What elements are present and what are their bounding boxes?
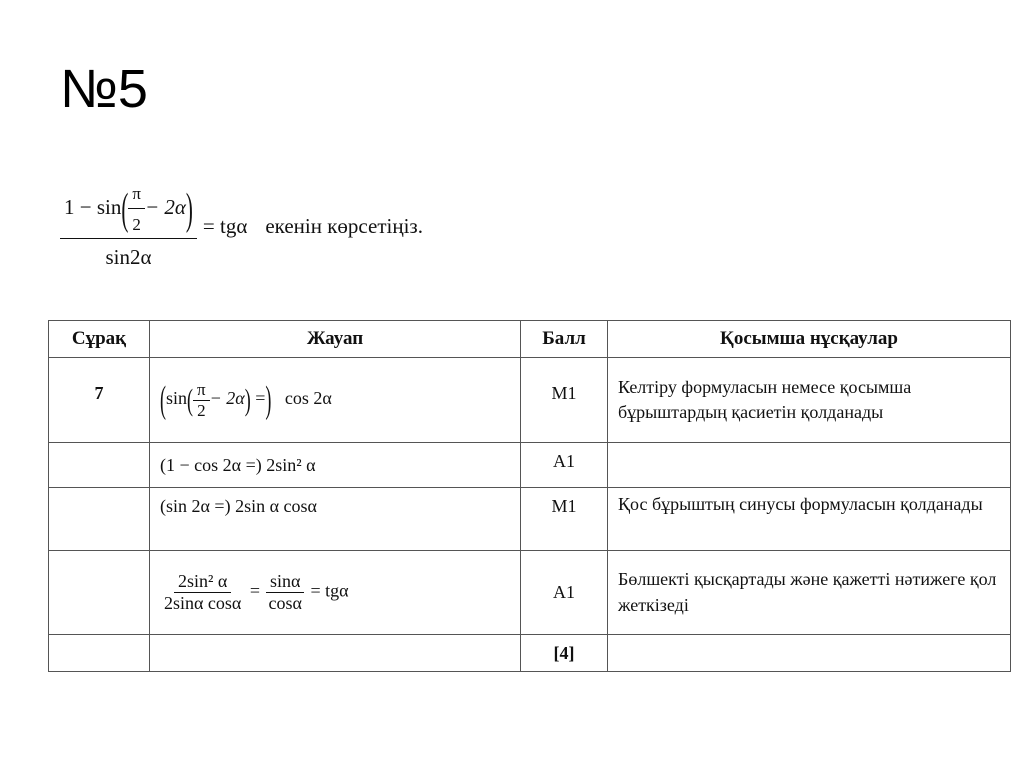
note: Келтіру формуласын немесе қосымша бұрыштардың қасиетін қолданады (608, 358, 1011, 443)
problem-numerator (60, 184, 197, 239)
left-paren: ( (121, 183, 129, 235)
table-row (49, 635, 1011, 672)
question-number (49, 488, 150, 551)
header-notes: Қосымша нұсқаулар (608, 321, 1011, 358)
fraction-denominator: cosα (268, 593, 302, 613)
question-number (49, 443, 150, 488)
answer-result: cos 2α (284, 388, 332, 409)
pi: π (193, 380, 210, 401)
answer-result: = tgα (310, 580, 349, 601)
minus-2a: − 2α (209, 388, 245, 409)
note: Қос бұрыштың синусы формуласын қолданады (608, 488, 1011, 551)
problem-statement (60, 184, 423, 269)
score: A1 (521, 443, 608, 488)
fraction-numerator: sinα (266, 571, 304, 593)
total-score: [4] (521, 635, 608, 672)
problem-denominator: sin2α (105, 245, 152, 270)
two: 2 (197, 400, 206, 420)
note (608, 635, 1011, 672)
problem-rhs: = tgα (202, 214, 248, 239)
answer-cell: (sin( $\frac{\pi}{2}$ − 2α) =) cos 2α (150, 358, 521, 443)
problem-text: екенін көрсетіңіз. (265, 214, 423, 239)
table-row (49, 358, 1011, 443)
answer-cell: (sin 2α =) 2sin α cosα (150, 488, 521, 551)
pi: π (128, 184, 145, 209)
score: M1 (521, 358, 608, 443)
slide-title: №5 (60, 59, 148, 119)
right-paren: ) (185, 183, 193, 235)
table-row (49, 551, 1011, 635)
note: Бөлшекті қысқартады және қажетті нәтижеге қол жеткізеді (608, 551, 1011, 635)
question-number: 7 (49, 358, 150, 443)
problem-fraction (60, 184, 197, 269)
header-score: Балл (521, 321, 608, 358)
answer-table (48, 320, 1011, 672)
score: M1 (521, 488, 608, 551)
two: 2 (132, 214, 141, 234)
header-question: Сұрақ (49, 321, 150, 358)
table-row (49, 488, 1011, 551)
question-number (49, 635, 150, 672)
answer-cell: (1 − cos 2α =) 2sin² α (150, 443, 521, 488)
note (608, 443, 1011, 488)
fraction-numerator: 2sin² α (174, 571, 231, 593)
header-answer: Жауап (150, 321, 521, 358)
answer-cell (150, 551, 521, 635)
score: A1 (521, 551, 608, 635)
table-header (49, 321, 1011, 358)
answer-cell (150, 635, 521, 672)
question-number (49, 551, 150, 635)
pi-over-2 (128, 184, 145, 234)
numerator-text: 1 − sin (64, 194, 122, 219)
minus-2a: − 2α (144, 194, 186, 219)
fraction-denominator: 2sinα cosα (164, 593, 242, 613)
equals: = (249, 580, 261, 601)
equals: = (255, 388, 266, 409)
table-row (49, 443, 1011, 488)
